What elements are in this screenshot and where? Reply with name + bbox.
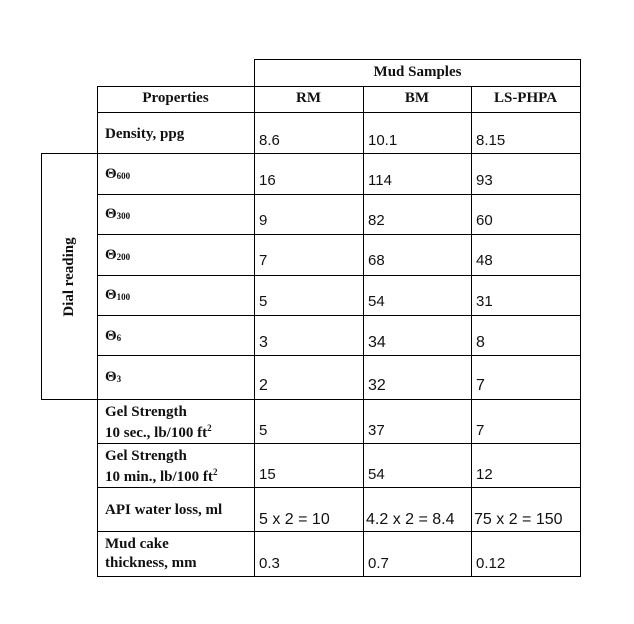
row-label-theta-100 bbox=[105, 287, 130, 304]
rule-top-group bbox=[254, 59, 581, 60]
rule-after-api bbox=[97, 531, 581, 532]
rule-after-gel10m bbox=[97, 487, 581, 488]
cell-density-bm: 10.1 bbox=[368, 132, 398, 149]
gel-10sec-sup: 2 bbox=[207, 423, 212, 433]
rule-header-bottom bbox=[97, 112, 581, 113]
cell-t100-rm: 5 bbox=[259, 293, 268, 310]
row-label-density: Density, ppg bbox=[105, 126, 185, 142]
row-label-theta-600 bbox=[105, 166, 130, 183]
cell-t600-bm: 114 bbox=[368, 172, 392, 189]
cell-t200-bm: 68 bbox=[368, 252, 385, 269]
cell-t100-bm: 54 bbox=[368, 293, 385, 310]
cell-t300-rm: 9 bbox=[259, 212, 268, 229]
cell-t200-rm: 7 bbox=[259, 252, 268, 269]
row-label-theta-3 bbox=[105, 369, 121, 386]
rule-after-t100 bbox=[97, 315, 581, 316]
theta-subscript: 200 bbox=[116, 252, 131, 262]
cell-gel10s-rm: 5 bbox=[259, 422, 268, 439]
row-label-theta-6 bbox=[105, 328, 121, 345]
cell-api-ls: 75 x 2 = 150 bbox=[474, 511, 563, 528]
rule-after-t3 bbox=[41, 399, 581, 400]
rule-after-gel10s bbox=[97, 443, 581, 444]
cell-gel10s-ls: 7 bbox=[476, 422, 485, 439]
row-label-api-water-loss: API water loss, ml bbox=[105, 502, 223, 518]
rule-bottom bbox=[97, 576, 581, 577]
column-bm-heading: BM bbox=[404, 90, 430, 106]
gel-10sec-unit: 10 sec., lb/100 ft bbox=[105, 425, 208, 441]
cell-t6-ls: 8 bbox=[476, 334, 485, 351]
cell-t3-bm: 32 bbox=[368, 377, 386, 394]
rule-after-t200 bbox=[97, 275, 581, 276]
cell-api-bm: 4.2 x 2 = 8.4 bbox=[366, 511, 455, 528]
cell-t600-ls: 93 bbox=[476, 172, 493, 189]
dial-reading-label: Dial reading bbox=[61, 237, 77, 317]
column-ls-phpa-heading: LS-PHPA bbox=[493, 90, 558, 106]
cell-api-rm: 5 x 2 = 10 bbox=[259, 511, 330, 528]
theta-subscript: 6 bbox=[116, 333, 122, 343]
cell-density-rm: 8.6 bbox=[259, 132, 280, 149]
cell-cake-bm: 0.7 bbox=[368, 555, 389, 572]
cell-gel10m-rm: 15 bbox=[259, 466, 276, 483]
cell-t3-rm: 2 bbox=[259, 377, 268, 394]
properties-heading: Properties bbox=[142, 90, 209, 106]
row-label-theta-200 bbox=[105, 247, 130, 264]
mud-samples-heading: Mud Samples bbox=[373, 64, 462, 80]
gel-10min-unit: 10 min., lb/100 ft bbox=[105, 469, 213, 485]
rule-after-t6 bbox=[97, 355, 581, 356]
rule-props-left bbox=[97, 86, 98, 577]
cell-t100-ls: 31 bbox=[476, 293, 493, 310]
column-rm-heading: RM bbox=[296, 90, 321, 106]
theta-symbol: Θ bbox=[105, 369, 117, 385]
rule-ls-left bbox=[471, 86, 472, 577]
cell-t6-bm: 34 bbox=[368, 334, 386, 351]
theta-symbol: Θ bbox=[105, 166, 117, 182]
rule-after-density bbox=[41, 153, 581, 154]
row-label-gel-10min-line2 bbox=[105, 467, 217, 486]
rule-rm-left bbox=[254, 59, 255, 577]
cell-gel10m-ls: 12 bbox=[476, 466, 493, 483]
rule-bm-left bbox=[363, 86, 364, 577]
cell-cake-ls: 0.12 bbox=[476, 555, 506, 572]
theta-subscript: 300 bbox=[116, 211, 131, 221]
theta-symbol: Θ bbox=[105, 206, 117, 222]
theta-symbol: Θ bbox=[105, 247, 117, 263]
rule-after-t600 bbox=[97, 194, 581, 195]
cell-t300-bm: 82 bbox=[368, 212, 385, 229]
cell-t300-ls: 60 bbox=[476, 212, 493, 229]
cell-gel10m-bm: 54 bbox=[368, 466, 385, 483]
cell-t6-rm: 3 bbox=[259, 334, 268, 351]
row-label-gel-10sec-line2 bbox=[105, 423, 212, 442]
rule-after-t300 bbox=[97, 234, 581, 235]
row-label-mud-cake-line1: Mud cake bbox=[105, 536, 169, 552]
theta-subscript: 600 bbox=[116, 171, 131, 181]
row-label-gel-10sec-line1: Gel Strength bbox=[105, 404, 187, 420]
theta-symbol: Θ bbox=[105, 287, 117, 303]
cell-density-ls: 8.15 bbox=[476, 132, 506, 149]
cell-t200-ls: 48 bbox=[476, 252, 493, 269]
cell-t3-ls: 7 bbox=[476, 377, 485, 394]
row-label-mud-cake-line2: thickness, mm bbox=[105, 555, 197, 571]
rule-dial-left bbox=[41, 153, 42, 400]
cell-gel10s-bm: 37 bbox=[368, 422, 385, 439]
theta-symbol: Θ bbox=[105, 328, 117, 344]
theta-subscript: 3 bbox=[116, 374, 122, 384]
row-label-gel-10min-line1: Gel Strength bbox=[105, 448, 187, 464]
cell-cake-rm: 0.3 bbox=[259, 555, 280, 572]
row-label-theta-300 bbox=[105, 206, 130, 223]
theta-subscript: 100 bbox=[116, 292, 131, 302]
rule-header-top bbox=[97, 86, 581, 87]
gel-10min-sup: 2 bbox=[212, 467, 218, 477]
cell-t600-rm: 16 bbox=[259, 172, 276, 189]
rule-right bbox=[580, 59, 581, 577]
